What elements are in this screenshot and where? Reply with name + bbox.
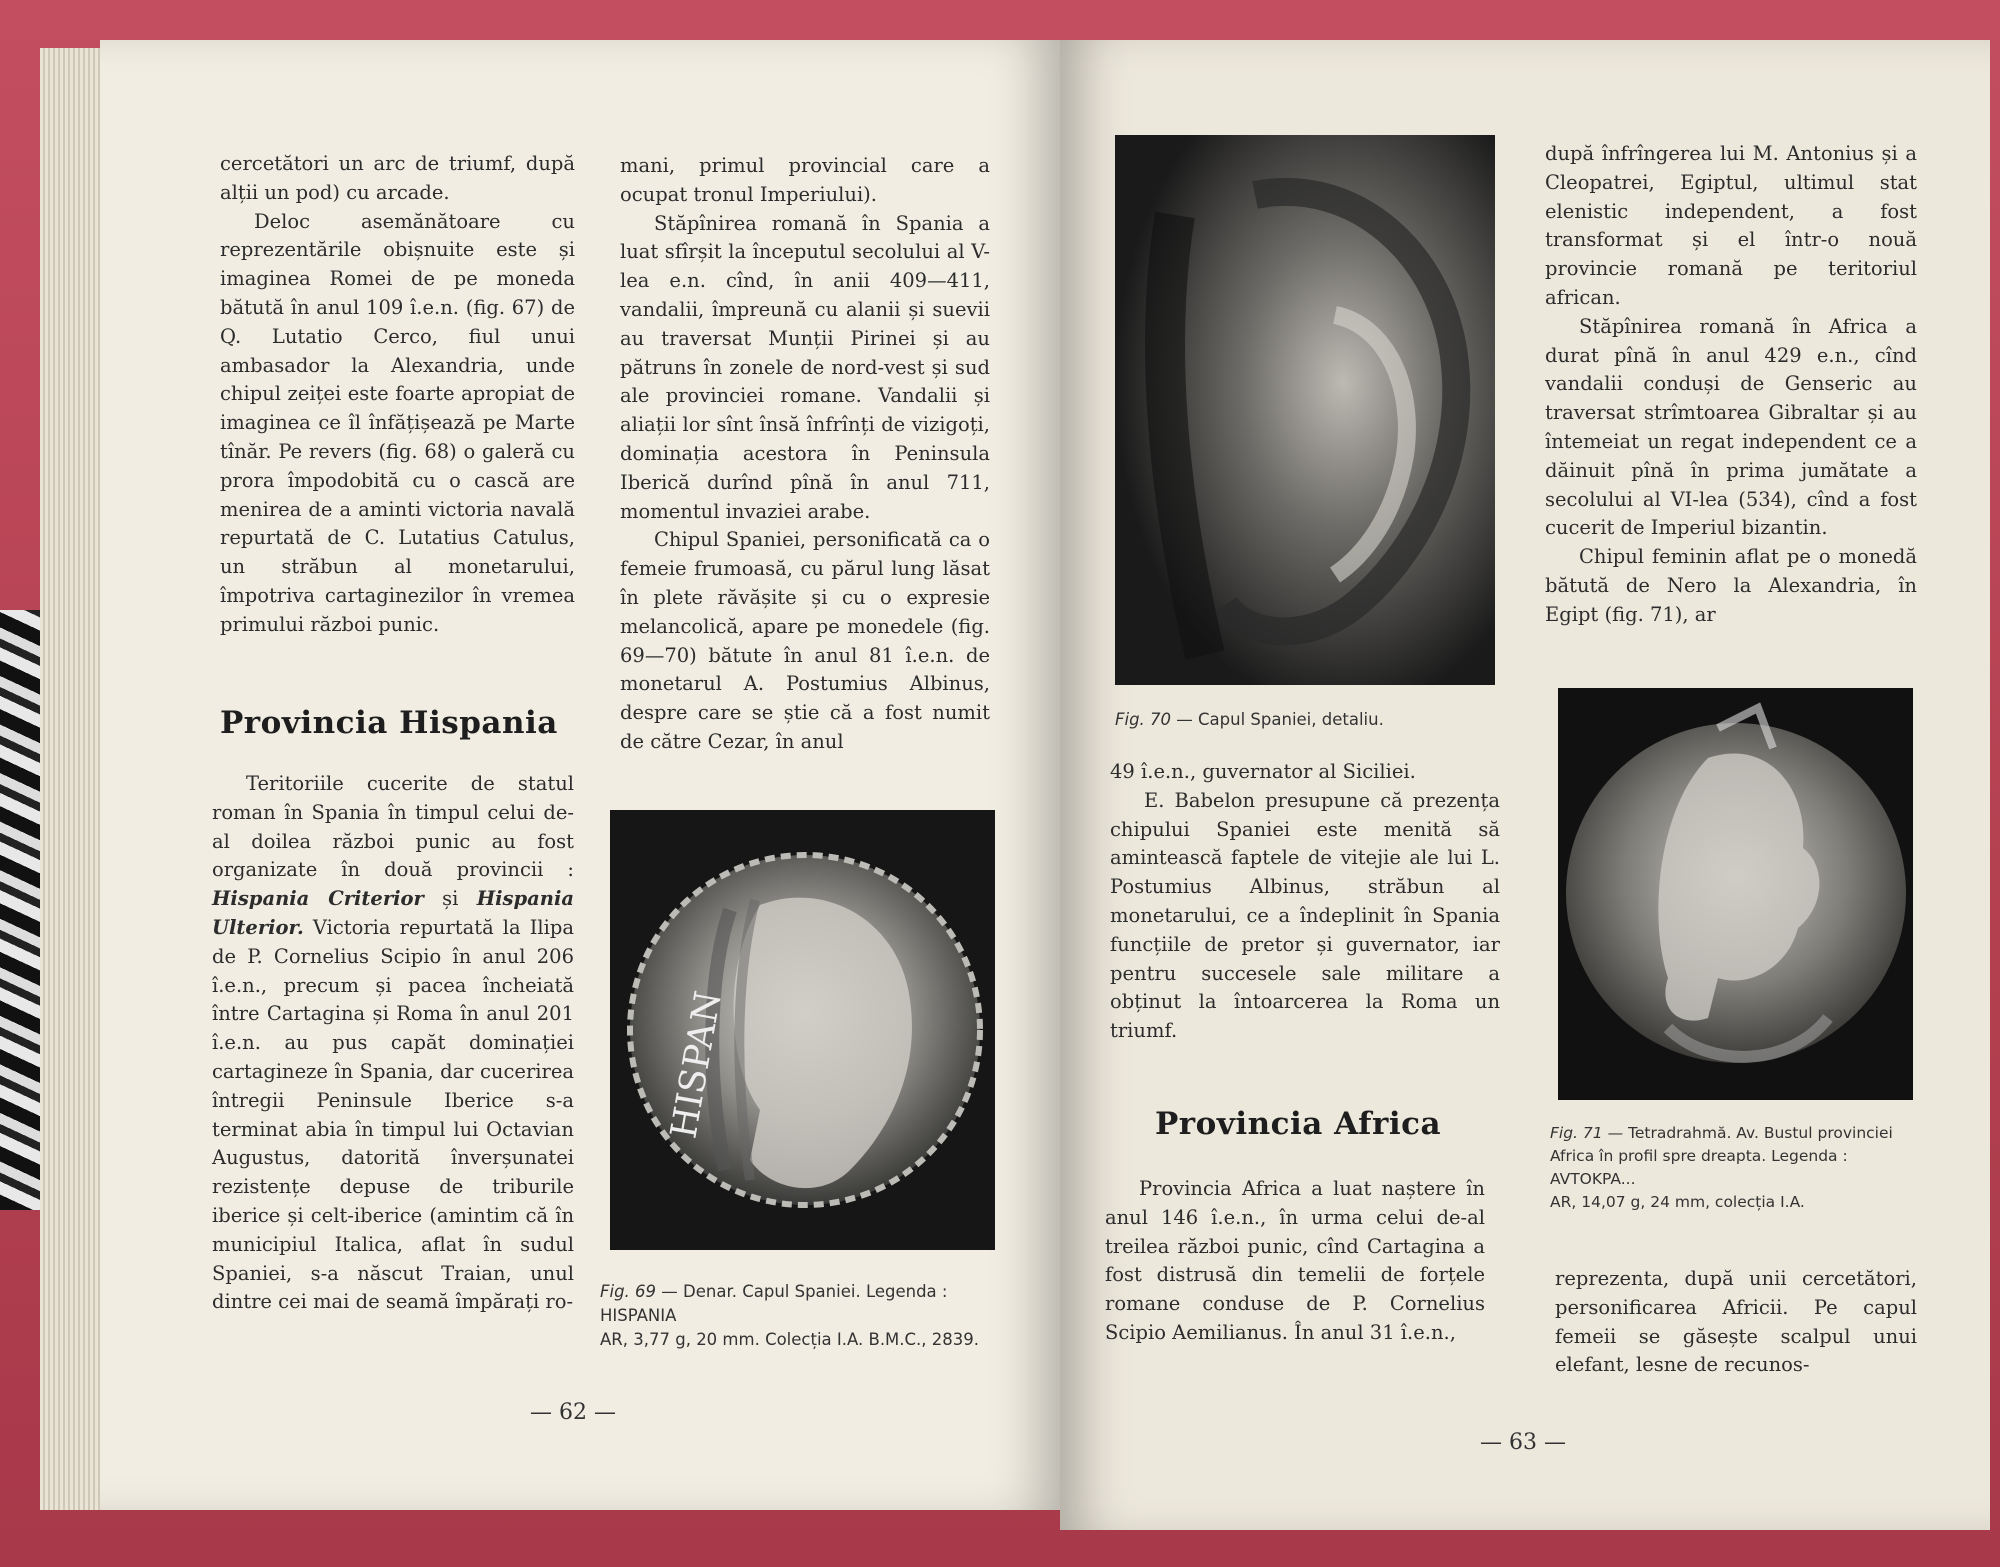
paragraph: E. Babelon presupune că prezența chipului Spaniei este menită să amintească faptele de vitejie ale lui L. Postumius Albinus, străbun al monetarului, ce a îndeplinit în Spania funcțiile de pretor și guvernator, iar pentru succesele sale militare a obținut la întoarcerea la Roma un triumf. [1110,788,1500,1043]
text-run: Victoria repurtată la Ilipa de P. Cornelius Scipio în anul 206 î.e.n., precum și pacea încheiată între Cartagina și Roma în anul 201 î.e.n. au pus capăt dominației cartagineze în Spania, dar cucerirea întregii Peninsule Iberice s-a terminat abia în timpul lui Octavian Augustus, datorită înverșunatei rezistențe depuse de triburile iberice și celt-iberice (amintim că în municipiul Italica, aflat în sudul Spaniei, s-a născut Traian, unul dintre cei mai de seamă împărați ro- [212,915,574,1314]
caption-details: AR, 14,07 g, 24 mm, colecția I.A. [1550,1193,1805,1211]
term-hispania-ulterior: Hispania Ulterior. [212,887,574,939]
paragraph [212,770,574,1317]
text-run: și [423,887,477,911]
figure-label: Fig. 70 [1115,710,1172,729]
paragraph: 49 î.e.n., guvernator al Siciliei. [1110,760,1416,783]
left-page [100,40,1060,1510]
caption-details: AR, 3,77 g, 20 mm. Colecția I.A. B.M.C., 2839. [600,1330,980,1349]
paragraph: mani, primul provincial care a ocupat tronul Imperiului). [620,154,990,206]
coin-hispania-image [610,810,995,1250]
paragraph: Deloc asemănătoare cu reprezentările obișnuite este și imaginea Romei de pe moneda bătută în anul 109 î.e.n. (fig. 67) de Q. Lutatio Cerco, fiul unui ambasador la Alexandria, unde chipul zeiței este foarte apropiat de imaginea ce îl înfățișează pe Marte tînăr. Pe revers (fig. 68) o galeră cu prora împodobită cu o cască are menirea de a aminti victoria navală repurtată de C. Lutatius Catulus, un străbun al monetarului, împotriva cartaginezilor în vremea primului război punic. [220,209,575,636]
caption-text: — Tetradrahmă. Av. Bustul provinciei Africa în profil spre dreapta. Legenda : AVTOKPA... [1550,1124,1893,1188]
paragraph: după înfrîngerea lui M. Antonius și a Cleopatrei, Egiptul, ultimul stat elenistic independent, a fost transformat și el într-o nouă provincie romană pe teritoriul african. [1545,142,1917,309]
text-run: Teritoriile cucerite de statul roman în Spania în timpul celui de-al doilea război punic au fost organizate în două provincii : [212,772,574,882]
figure-69-caption [600,1280,995,1352]
figure-71-caption [1550,1122,1925,1214]
heading-provincia-africa: Provincia Africa [1155,1106,1442,1142]
right-col2 [1545,140,1917,630]
paragraph: Stăpînirea romană în Spania a luat sfîrșit la începutul secolului al V-lea e.n. cînd, în anii 409—411, vandalii, împreună cu alanii și suevii au traversat Munții Pirinei și au pătruns în zonele de nord-vest și sud ale provinciei romane. Vandalii și aliații lor sînt însă înfrînți de vizigoți, dominația acestora în Peninsula Iberică durînd pînă în anul 711, momentul invaziei arabe. [620,211,990,523]
page-number-63: — 63 — [1480,1430,1566,1455]
head-detail-image [1115,135,1495,685]
paragraph: Stăpînirea romană în Africa a durat pînă în anul 429 e.n., cînd vandalii conduși de Genseric au traversat strîmtoarea Gibraltar și au întemeiat un regat independent ce a dăinuit pînă în prima jumătate a secolului al VI-lea (534), cînd a fost cucerit de Imperiul bizantin. [1545,314,1917,540]
paragraph: reprezenta, după unii cercetători, personificarea Africii. Pe capul femeii se găsește scalpul unui elefant, lesne de recunos- [1555,1267,1917,1377]
right-col1 [1110,758,1500,1046]
figure-label: Fig. 71 [1550,1124,1603,1142]
coin-legend-text: HISPAN [663,987,730,1142]
left-col2 [620,152,990,757]
caption-text: — Denar. Capul Spaniei. Legenda : HISPANIA [600,1282,948,1325]
figure-71-coin-photo [1558,688,1913,1100]
figure-70-caption [1115,708,1500,732]
paragraph: Chipul feminin aflat pe o monedă bătută de Nero la Alexandria, în Egipt (fig. 71), ar [1545,545,1917,626]
caption-text: — Capul Spaniei, detaliu. [1171,710,1384,729]
left-col1-top [220,150,575,640]
right-col2-bottom [1555,1265,1917,1380]
right-col1-bottom [1105,1175,1485,1348]
figure-69-coin-photo [610,810,995,1250]
figure-70-detail-photo [1115,135,1495,685]
page-number-62: — 62 — [530,1400,616,1425]
heading-provincia-hispania: Provincia Hispania [220,705,558,741]
paragraph: cercetători un arc de triumf, după alții un pod) cu arcade. [220,152,575,204]
left-col1-bottom [212,770,574,1317]
paragraph: Chipul Spaniei, personificată ca o femeie frumoasă, cu părul lung lăsat în plete răvășite și cu o expresie melancolică, apare pe monedele (fig. 69—70) bătute în anul 81 î.e.n. de monetarul A. Postumius Albinus, despre care se știe că a fost numit de către Cezar, în anul [620,528,990,753]
figure-label: Fig. 69 [600,1282,657,1301]
term-hispania-citerior: Hispania Criterior [212,887,424,911]
paragraph: Provincia Africa a luat naștere în anul 146 î.e.n., în urma celui de-al treilea război punic, cînd Cartagina a fost distrusă din temelii de forțele romane conduse de P. Cornelius Scipio Aemilianus. În anul 31 î.e.n., [1105,1177,1485,1344]
coin-africa-image [1558,688,1913,1100]
right-page [1060,40,1990,1530]
